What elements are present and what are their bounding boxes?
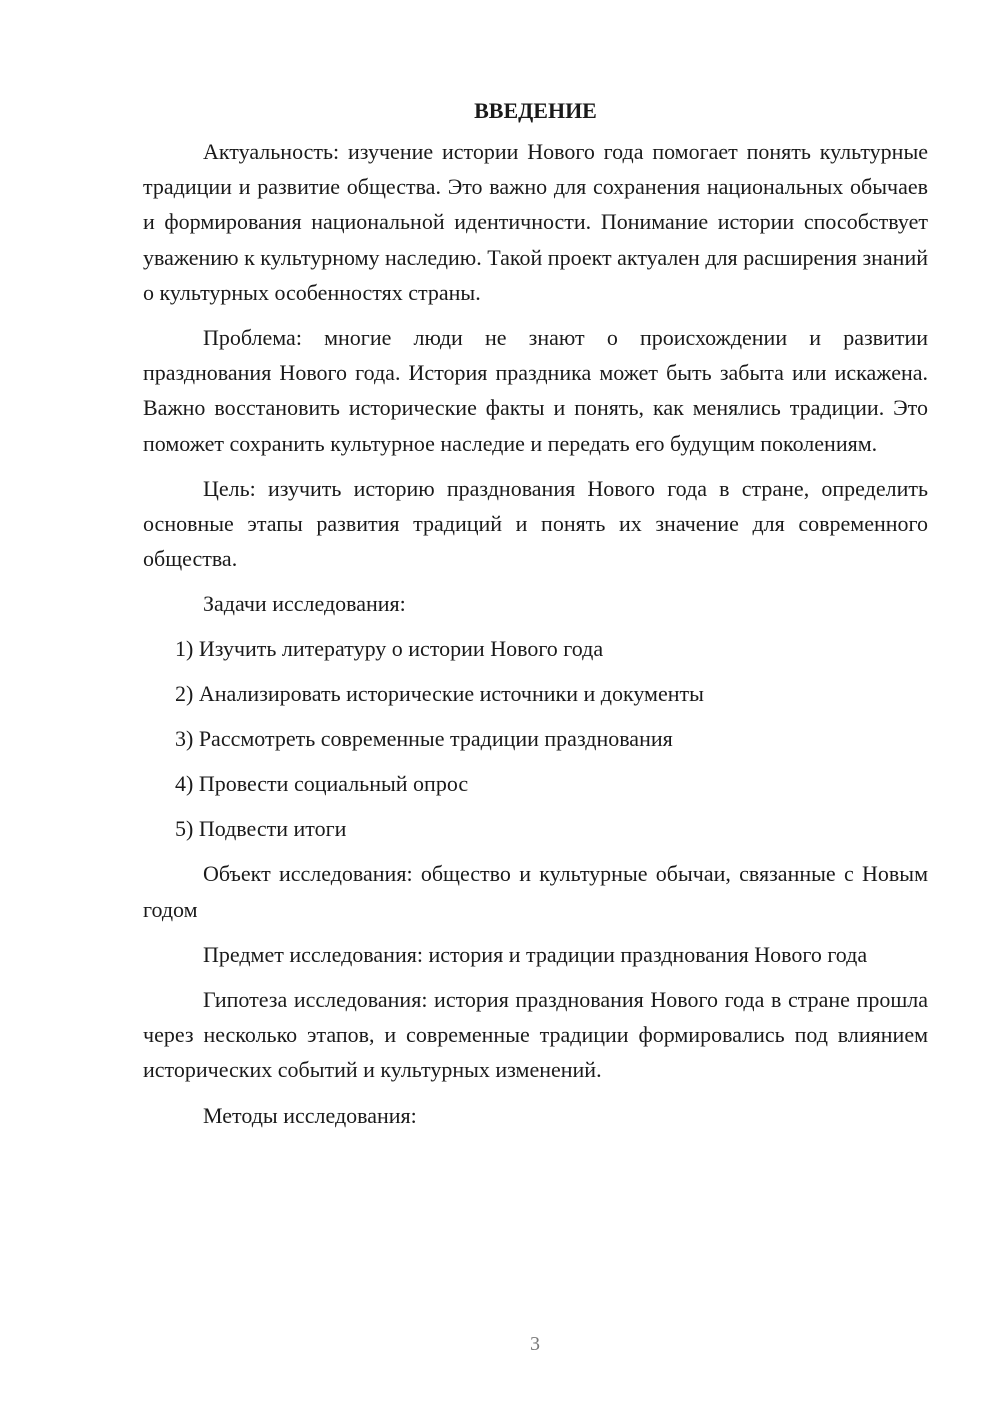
object-paragraph: Объект исследования: общество и культурные обычаи, связанные с Новым годом bbox=[143, 861, 928, 922]
tasks-heading: Задачи исследования: bbox=[203, 591, 406, 617]
task-list bbox=[143, 631, 928, 846]
methods-heading: Методы исследования: bbox=[203, 1102, 417, 1128]
problem-paragraph: Проблема: многие люди не знают о происхождении и развитии празднования Нового года. История праздника может быть забыта или искажена. Важно восстановить исторические факты и понять, как менялись традиции. Это поможет сохранить культурное наследие и передать его будущим поколениям. bbox=[143, 325, 928, 456]
hypothesis-paragraph: Гипотеза исследования: история празднования Нового года в стране прошла через несколько этапов, и современные традиции формировались под влиянием исторических событий и культурных изменений. bbox=[143, 987, 928, 1083]
relevance-paragraph: Актуальность: изучение истории Нового года помогает понять культурные традиции и развитие общества. Это важно для сохранения национальных обычаев и формирования национальной идентичности. Понимание истории способствует уважению к культурному наследию. Такой проект актуален для расширения знаний о культурных особенностях страны. bbox=[143, 139, 928, 305]
document-page bbox=[143, 88, 928, 1133]
task-item: 2) Анализировать исторические источники и документы bbox=[175, 681, 704, 707]
page-title: ВВЕДЕНИЕ bbox=[474, 98, 597, 123]
task-item: 4) Провести социальный опрос bbox=[175, 771, 469, 797]
task-item: 1) Изучить литературу о истории Нового года bbox=[175, 636, 604, 662]
task-item: 3) Рассмотреть современные традиции празднования bbox=[175, 726, 673, 752]
page-number: 3 bbox=[530, 1333, 540, 1355]
subject-paragraph: Предмет исследования: история и традиции празднования Нового года bbox=[203, 941, 868, 967]
task-item: 5) Подвести итоги bbox=[175, 816, 347, 842]
goal-paragraph: Цель: изучить историю празднования Нового года в стране, определить основные этапы развития традиций и понять их значение для современного общества. bbox=[143, 475, 928, 572]
